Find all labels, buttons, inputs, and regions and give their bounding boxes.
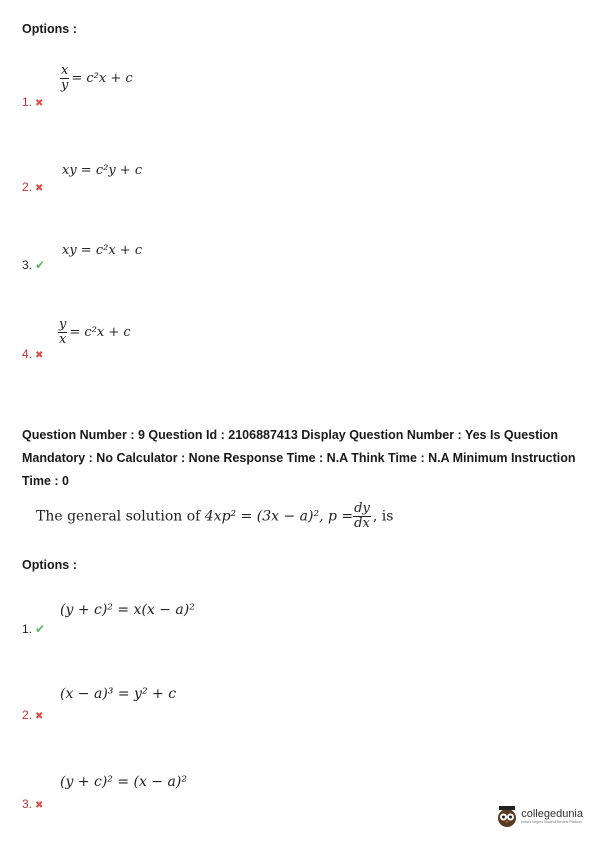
fraction-numerator: x [61,63,69,78]
equation-rest: = c²x + c [69,325,131,340]
cross-icon: ✖ [35,98,44,109]
check-icon: ✔ [35,258,46,272]
fraction-numerator: y [59,317,67,332]
options-label-top: Options : [22,22,77,36]
logo-tagline: India's largest Student Review Platform [521,820,583,824]
equation-rest: = c²x + c [71,71,133,86]
question-suffix: , is [372,508,394,525]
options-label-bottom: Options : [22,558,77,572]
owl-mascot-icon [496,804,518,828]
collegedunia-logo[interactable] [496,804,583,828]
cross-icon: ✖ [35,711,44,722]
option-index: 3. [22,797,33,811]
option-equation-1 [60,64,133,93]
cross-icon: ✖ [35,350,44,361]
question-fraction [353,502,371,531]
option-index: 2. [22,708,33,722]
option-equation-2: xy = c²y + c [62,163,143,178]
option-index: 1. [22,95,33,109]
option-number-4 [22,347,43,361]
check-icon: ✔ [35,622,46,636]
question-prefix: The general solution of [36,508,201,525]
option-equation-3: xy = c²x + c [62,243,143,258]
option-index: 1. [22,622,33,636]
answer-number-3 [22,797,43,811]
option-index: 3. [22,258,33,272]
option-number-2 [22,180,43,194]
option-index: 2. [22,180,33,194]
answer-number-1 [22,622,45,636]
question-text [36,502,393,531]
cross-icon: ✖ [35,800,44,811]
answer-equation-1: (y + c)² = x(x − a)² [60,602,195,618]
option-number-1 [22,95,43,109]
answer-equation-3: (y + c)² = (x − a)² [60,774,187,790]
equation-fraction [58,318,67,347]
fraction-denominator: dx [354,516,370,531]
logo-text-block [521,808,583,824]
option-index: 4. [22,347,33,361]
question-meta: Question Number : 9 Question Id : 2106887413 Display Question Number : Yes Is Question Mandatory : No Calculator : None Response Time : N.A Think Time : N.A Minimum Instruction Time : 0 [22,428,576,488]
logo-name: collegedunia [521,808,583,820]
answer-equation-2: (x − a)³ = y² + c [60,686,177,702]
cross-icon: ✖ [35,183,44,194]
fraction-denominator: x [59,332,67,347]
option-equation-4 [58,318,131,347]
option-number-3 [22,258,45,272]
fraction-numerator: dy [354,501,370,516]
question-equation: 4xp² = (3x − a)², p = [204,508,354,525]
equation-fraction [60,64,69,93]
answer-number-2 [22,708,43,722]
fraction-denominator: y [60,78,69,93]
